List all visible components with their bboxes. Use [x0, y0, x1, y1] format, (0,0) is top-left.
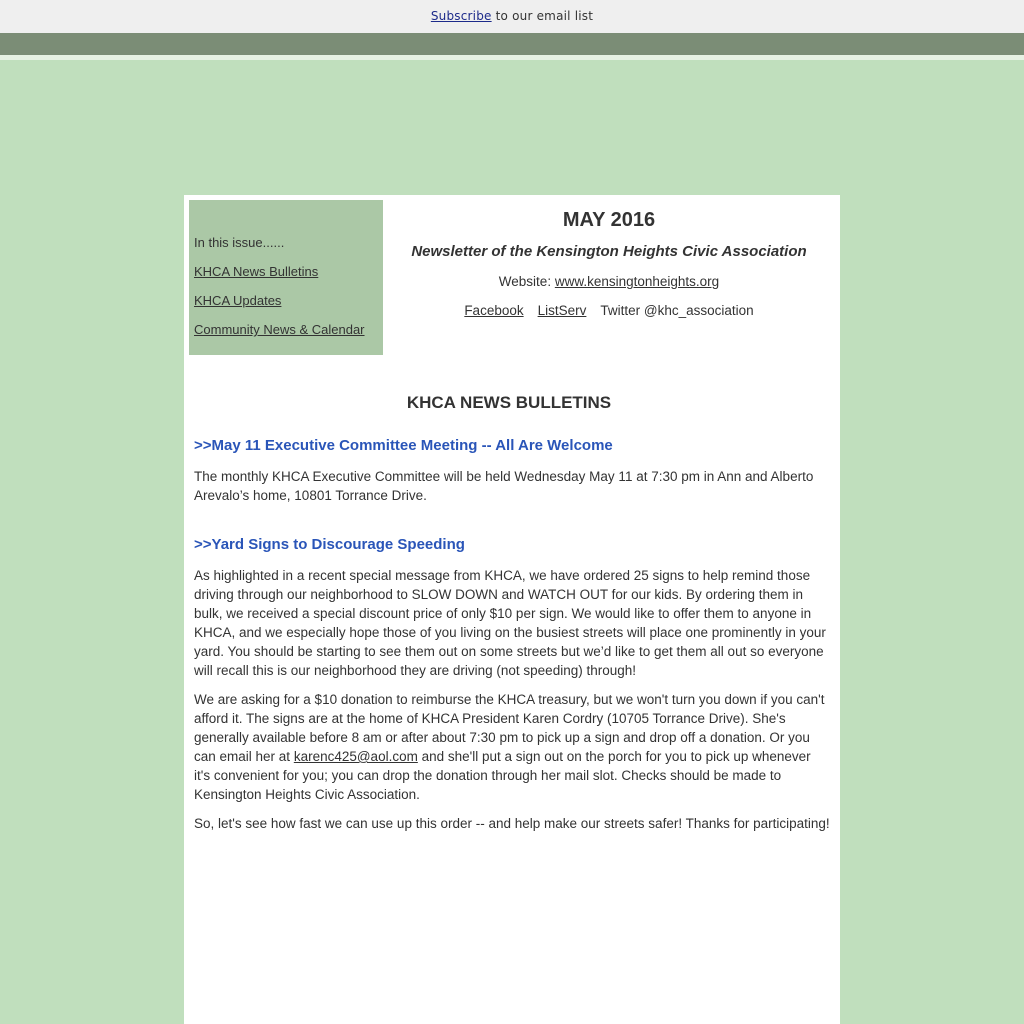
section-title-news-bulletins: KHCA NEWS BULLETINS — [406, 393, 612, 412]
issue-title: MAY 2016 — [562, 209, 656, 231]
website-line — [384, 271, 834, 300]
toc-link-updates[interactable]: KHCA Updates — [194, 293, 282, 308]
bulletins-body — [194, 436, 830, 843]
header-band — [0, 33, 1024, 55]
newsletter-subtitle: Newsletter of the Kensington Heights Civic Association — [411, 243, 807, 260]
newsletter-card — [184, 195, 840, 1024]
table-of-contents — [189, 200, 383, 355]
email-link[interactable]: karenc425@aol.com — [293, 749, 418, 764]
toc-link-community-news[interactable]: Community News & Calendar — [194, 322, 365, 337]
header-band-divider — [0, 55, 1024, 60]
website-link[interactable]: www.kensingtonheights.org — [554, 274, 720, 289]
donation-text-after: and she'll put a sign out on the porch for you to pick up whenever it's convenient for you; you can drop the donation through her mail slot. Checks should be made to Kensington Heights Civic Association. — [194, 749, 811, 802]
twitter-handle: Twitter @khc_association — [600, 303, 754, 318]
bulletin-text-yard-signs-1: As highlighted in a recent special message from KHCA, we have ordered 25 signs to help remind those driving through our neighborhood to SLOW DOWN and WATCH OUT for our kids. By ordering them in bulk, we received a special discount price of only $10 per sign. We would like to offer them to anyone in KHCA, and we especially hope those of you living on the busiest streets will place one prominently in your yard. You should be starting to see them out on some streets but we’d like to get them all out so everyone will recall this is our neighborhood they are driving (not speeding) through! — [194, 568, 826, 678]
subscribe-link[interactable]: Subscribe — [430, 9, 492, 23]
bulletin-text-meeting: The monthly KHCA Executive Committee will be held Wednesday May 11 at 7:30 pm in Ann and Alberto Arevalo’s home, 10801 Torrance Drive. — [194, 469, 814, 503]
bulletin-text-yard-signs-3: So, let's see how fast we can use up this order -- and help make our streets safer! Thanks for participating! — [194, 816, 830, 831]
listserv-link[interactable]: ListServ — [537, 303, 587, 318]
social-links — [384, 300, 834, 322]
bulletin-heading-meeting: >>May 11 Executive Committee Meeting -- All Are Welcome — [194, 437, 613, 454]
toc-heading: In this issue...... — [194, 235, 285, 250]
email-list-bar — [0, 0, 1024, 33]
subscribe-text: to our email list — [491, 9, 594, 23]
bulletin-text-yard-signs-2 — [194, 690, 830, 804]
masthead — [384, 205, 834, 322]
bulletin-heading-yard-signs: >>Yard Signs to Discourage Speeding — [194, 536, 465, 553]
website-label: Website: — [498, 274, 555, 289]
facebook-link[interactable]: Facebook — [464, 303, 524, 318]
toc-link-news-bulletins[interactable]: KHCA News Bulletins — [194, 264, 319, 279]
donation-text-before: We are asking for a $10 donation to reimburse the KHCA treasury, but we won't turn you down if you can't afford it. The signs are at the home of KHCA President Karen Cordry (10705 Torrance Drive). She's generally available before 8 am or after about 7:30 pm to pick up a sign and drop off a donation. Or you can email her at — [194, 692, 825, 764]
